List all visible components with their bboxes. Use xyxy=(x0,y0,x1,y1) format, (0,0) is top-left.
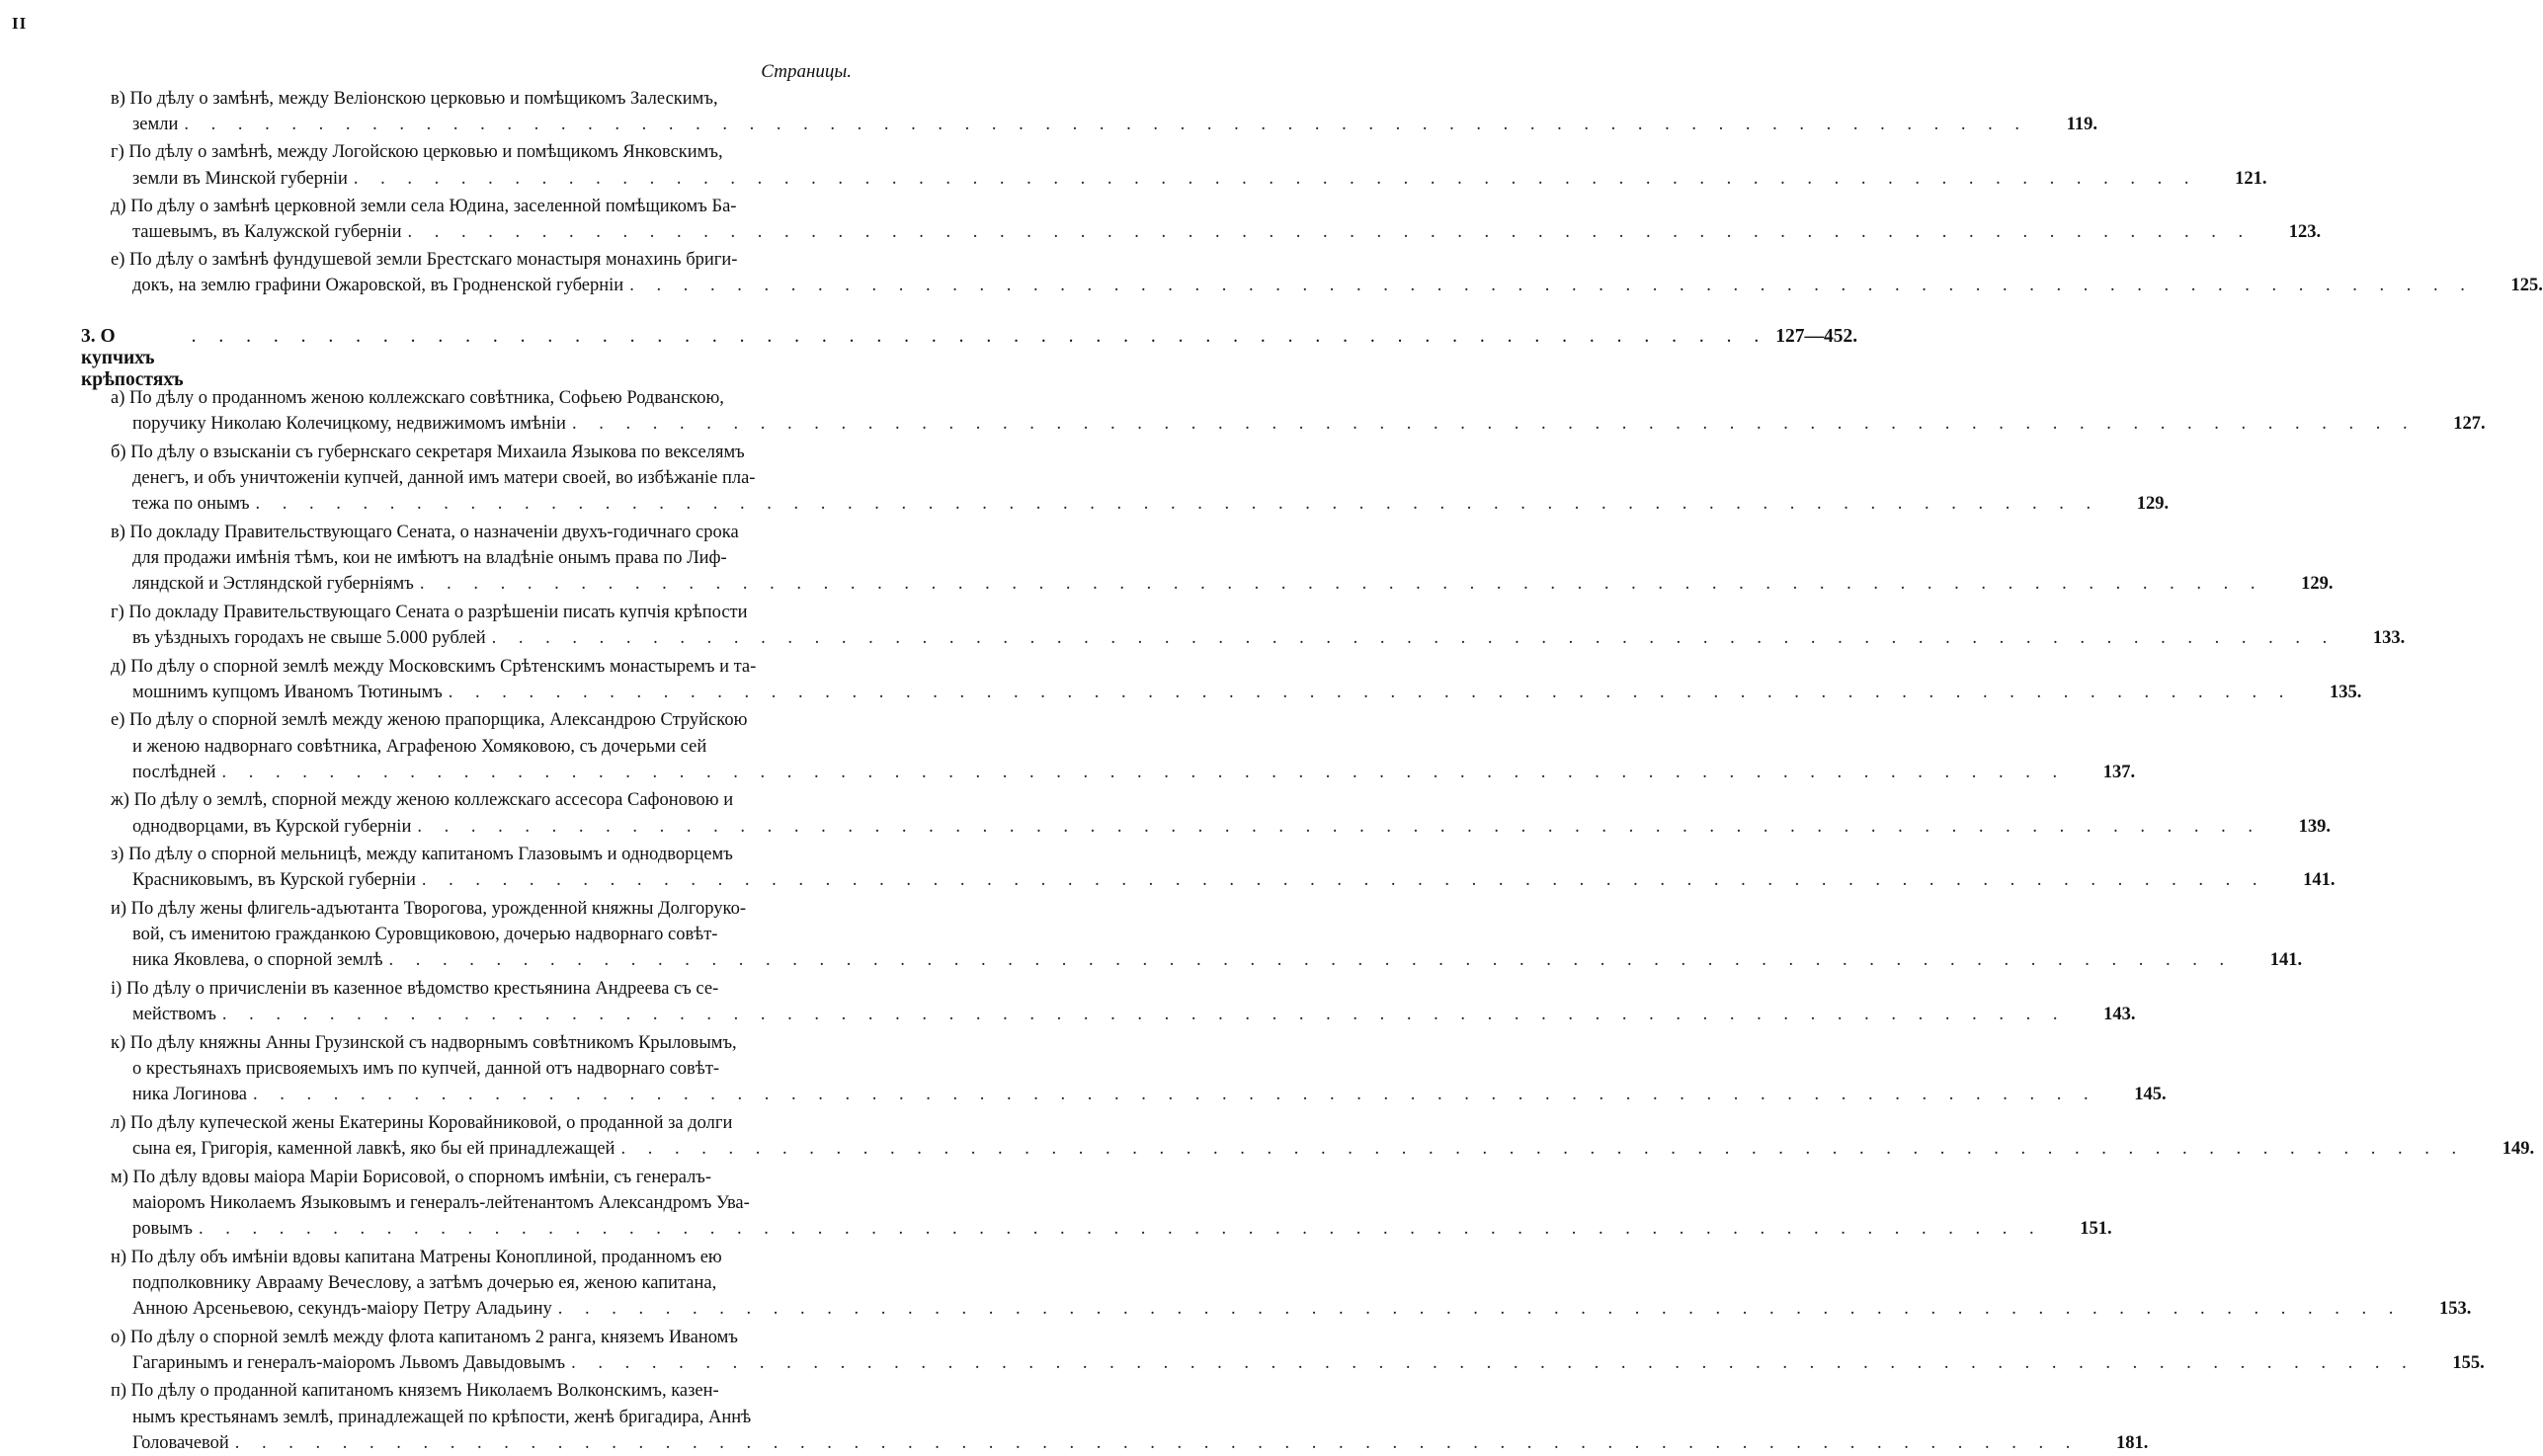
entry-text-line: для продажи имѣнія тѣмъ, кои не имѣютъ на владѣніе онымъ права по Лиф- xyxy=(132,547,727,568)
entry-page-number: 153. xyxy=(2439,1298,2472,1319)
entry-text-line: въ уѣздныхъ городахъ не свыше 5.000 рублей xyxy=(132,627,486,648)
toc-entry xyxy=(111,842,2336,893)
toc-entry xyxy=(111,787,2331,839)
entry-last-line xyxy=(111,411,2486,437)
toc-entry xyxy=(111,1245,2472,1323)
toc-entry xyxy=(111,1110,2535,1162)
entry-text-line: ляндской и Эстляндской губерніямъ xyxy=(132,574,414,595)
section-pages: 127—452. xyxy=(1775,326,1858,347)
entry-text-line: ровымъ xyxy=(132,1218,193,1239)
leader-dots: . . . . . . . . . . . . . . . . . . . . . . . . . . . . . . . . . . . . . . . . . . . . . . . . . . . . . . . . . . . . . . . . . . . . . xyxy=(557,1298,2403,1319)
entry-page-number: 133. xyxy=(2372,627,2406,648)
toc-entry xyxy=(111,385,2486,437)
leader-dots: . . . . . . . . . . . . . . . . . . . . . . . . . . . . . . . . . . . . . . . . . . . . . . . . . . . . . . . . . . . . . . . . . . . . . xyxy=(221,762,2067,782)
leader-dots: . . . . . . . . . . . . . . . . . . . . . . . . . . . . . . . . . . . . . . . . . . . . . . . . . . . . . . . . . . . . . . . . . . . . . xyxy=(198,1218,2043,1239)
entry-last-line xyxy=(111,1216,2112,1242)
entry-text-line: тежа по онымъ xyxy=(132,494,250,515)
entry-page-number: 143. xyxy=(2103,1005,2136,1025)
entry-text-line: а) По дѣлу о проданномъ женою коллежскаго совѣтника, Софьею Родванскою, xyxy=(111,388,724,408)
entry-page-number: 141. xyxy=(2269,950,2303,971)
entry-page-number: 155. xyxy=(2452,1352,2485,1373)
entry-page-number: 135. xyxy=(2330,682,2362,702)
toc-entry xyxy=(111,194,2322,245)
toc-entry xyxy=(111,86,2097,137)
section-heading xyxy=(81,326,1858,391)
entry-text-line: е) По дѣлу о спорной землѣ между женою прапорщика, Александрою Струйскою xyxy=(111,710,748,731)
toc-entry xyxy=(111,247,2543,298)
page-number: II xyxy=(12,14,28,33)
entry-last-line xyxy=(111,219,2322,245)
entry-last-line xyxy=(111,947,2303,973)
entry-last-line xyxy=(111,1136,2535,1162)
entry-last-line xyxy=(111,1082,2167,1107)
entry-text-line: земли въ Минской губерніи xyxy=(132,168,348,189)
leader-dots: . . . . . . . . . . . . . . . . . . . . . . . . . . . . . . . . . . . . . . . . . . . . . . . . . . . . . . . . . . . . . . . . . . . . . xyxy=(571,1352,2416,1373)
leader-dots: . . . . . . . . . . . . . . . . . . . . . . . . . . . . . . . . . . . . . . . . . . . . . . . . . . . . . . . . . . . . . . . . . . . . . xyxy=(448,682,2293,702)
entry-text-line: г) По дѣлу о замѣнѣ, между Логойскою церковью и помѣщикомъ Янковскимъ, xyxy=(111,142,723,163)
entry-page-number: 145. xyxy=(2134,1085,2167,1105)
entry-text-line: подполковнику Аврааму Вечеслову, а затѣмъ дочерью ея, женою капитана, xyxy=(132,1272,717,1293)
entry-page-number: 125. xyxy=(2510,276,2543,296)
entry-last-line xyxy=(111,166,2267,192)
entry-text-line: земли xyxy=(132,115,179,135)
section-title: 3. О купчихъ крѣпостяхъ xyxy=(81,326,184,390)
entry-text-line: о) По дѣлу о спорной землѣ между флота капитаномъ 2 ранга, княземъ Иваномъ xyxy=(111,1327,738,1347)
entry-text-line: Анною Арсеньевою, секундъ-маіору Петру Аладьину xyxy=(132,1298,552,1319)
entry-text-line: г) По докладу Правительствующаго Сената о разрѣшеніи писать купчія крѣпости xyxy=(111,602,748,622)
pages-column-header: Страницы. xyxy=(761,61,852,82)
entry-text-line: докъ, на землю графини Ожаровской, въ Гродненской губерніи xyxy=(132,276,624,296)
toc-entry xyxy=(111,520,2334,598)
leader-dots: . . . . . . . . . . . . . . . . . . . . . . . . . . . . . . . . . . . . . . . . . . . . . . . . . . . . . . . . . . . . . . . . . . . . . xyxy=(388,950,2234,971)
entry-text-line: маіоромъ Николаемъ Языковымъ и генералъ-лейтенантомъ Александромъ Ува- xyxy=(132,1192,750,1213)
entry-text-line: Головачевой xyxy=(132,1432,229,1453)
entry-text-line: в) По докладу Правительствующаго Сената, о назначеніи двухъ-годичнаго срока xyxy=(111,522,739,542)
leader-dots: . . . . . . . . . . . . . . . . . . . . . . . . . . . . . . . . . . . . . . . . . . . . . . . . . . . . . . . . . . . . . . . . . . . . . xyxy=(184,115,2028,135)
entry-text-line: і) По дѣлу о причисленіи въ казенное вѣдомство крестьянина Андреева съ се- xyxy=(111,979,719,999)
entry-text-line: Гагаринымъ и генералъ-маіоромъ Львомъ Давыдовымъ xyxy=(132,1352,566,1373)
toc-entry xyxy=(111,139,2267,191)
entry-page-number: 137. xyxy=(2102,762,2136,782)
entry-last-line xyxy=(111,273,2543,298)
entry-text-line: Красниковымъ, въ Курской губерніи xyxy=(132,870,416,891)
entry-last-line xyxy=(111,1430,2149,1456)
entry-last-line xyxy=(111,1296,2472,1322)
toc-entry xyxy=(111,976,2136,1027)
entry-last-line xyxy=(111,625,2406,651)
entry-text-line: н) По дѣлу объ имѣніи вдовы капитана Матрены Коноплиной, проданномъ ею xyxy=(111,1247,722,1267)
toc-entry xyxy=(111,1030,2167,1108)
entry-text-line: мошнимъ купцомъ Иваномъ Тютинымъ xyxy=(132,682,443,702)
leader-dots: . . . . . . . . . . . . . . . . . . . . . . . . . . . . . . . . . . . . . . . . . . . . . . . . . . . . . . . . . . xyxy=(191,326,1768,347)
entry-text-line: з) По дѣлу о спорной мельницѣ, между капитаномъ Глазовымъ и однодворцемъ xyxy=(111,845,733,865)
toc-entry xyxy=(111,1165,2112,1243)
entry-page-number: 121. xyxy=(2235,168,2267,189)
entry-last-line xyxy=(111,112,2097,137)
leader-dots: . . . . . . . . . . . . . . . . . . . . . . . . . . . . . . . . . . . . . . . . . . . . . . . . . . . . . . . . . . . . . . . . . . . . . xyxy=(353,168,2198,189)
entry-last-line xyxy=(111,571,2334,597)
entry-last-line xyxy=(111,1002,2136,1027)
leader-dots: . . . . . . . . . . . . . . . . . . . . . . . . . . . . . . . . . . . . . . . . . . . . . . . . . . . . . . . . . . . . . . . . . . . . . xyxy=(253,1085,2097,1105)
entry-text-line: о крестьянахъ присвояемыхъ имъ по купчей, данной отъ надворнаго совѣт- xyxy=(132,1058,720,1079)
entry-text-line: в) По дѣлу о замѣнѣ, между Веліонскою церковью и помѣщикомъ Залескимъ, xyxy=(111,89,718,109)
leader-dots: . . . . . . . . . . . . . . . . . . . . . . . . . . . . . . . . . . . . . . . . . . . . . . . . . . . . . . . . . . . . . . . . . . . . . xyxy=(491,627,2337,648)
entry-last-line xyxy=(111,680,2362,705)
entry-page-number: 151. xyxy=(2080,1218,2112,1239)
entry-page-number: 149. xyxy=(2502,1138,2535,1159)
toc-entry xyxy=(111,1378,2149,1456)
entry-text-line: ника Логинова xyxy=(132,1085,248,1105)
leader-dots: . . . . . . . . . . . . . . . . . . . . . . . . . . . . . . . . . . . . . . . . . . . . . . . . . . . . . . . . . . . . . . . . . . . . . xyxy=(417,816,2261,837)
entry-text-line: д) По дѣлу о замѣнѣ церковной земли села Юдина, заселенной помѣщикомъ Ба- xyxy=(111,196,737,216)
entry-page-number: 127. xyxy=(2453,414,2486,435)
leader-dots: . . . . . . . . . . . . . . . . . . . . . . . . . . . . . . . . . . . . . . . . . . . . . . . . . . . . . . . . . . . . . . . . . . . . . xyxy=(234,1432,2080,1453)
leader-dots: . . . . . . . . . . . . . . . . . . . . . . . . . . . . . . . . . . . . . . . . . . . . . . . . . . . . . . . . . . . . . . . . . . . . . xyxy=(419,574,2264,595)
leader-dots: . . . . . . . . . . . . . . . . . . . . . . . . . . . . . . . . . . . . . . . . . . . . . . . . . . . . . . . . . . . . . . . . . . . . . xyxy=(620,1138,2466,1159)
entry-last-line xyxy=(111,814,2331,840)
entry-text-line: и) По дѣлу жены флигель-адъютанта Творогова, урожденной княжны Долгоруко- xyxy=(111,899,746,919)
entry-page-number: 129. xyxy=(2136,494,2170,515)
toc-entry xyxy=(111,654,2362,705)
entry-text-line: однодворцами, въ Курской губерніи xyxy=(132,816,412,837)
entry-text-line: д) По дѣлу о спорной землѣ между Московскимъ Срѣтенскимъ монастыремъ и та- xyxy=(111,656,757,677)
entry-last-line xyxy=(111,491,2170,517)
entry-text-line: нымъ крестьянамъ землѣ, принадлежащей по крѣпости, женѣ бригадира, Аннѣ xyxy=(132,1407,752,1427)
entry-text-line: м) По дѣлу вдовы маіора Маріи Борисовой, о спорномъ имѣніи, съ генералъ- xyxy=(111,1167,712,1187)
entry-last-line xyxy=(111,760,2136,785)
entry-text-line: ж) По дѣлу о землѣ, спорной между женою коллежскаго ассесора Сафоновою и xyxy=(111,790,734,811)
toc-entry xyxy=(111,707,2136,785)
leader-dots: . . . . . . . . . . . . . . . . . . . . . . . . . . . . . . . . . . . . . . . . . . . . . . . . . . . . . . . . . . . . . . . . . . . . . xyxy=(571,414,2417,435)
toc-entry xyxy=(111,600,2406,651)
entry-text-line: ташевымъ, въ Калужской губерніи xyxy=(132,221,402,242)
leader-dots: . . . . . . . . . . . . . . . . . . . . . . . . . . . . . . . . . . . . . . . . . . . . . . . . . . . . . . . . . . . . . . . . . . . . . xyxy=(421,870,2266,891)
leader-dots: . . . . . . . . . . . . . . . . . . . . . . . . . . . . . . . . . . . . . . . . . . . . . . . . . . . . . . . . . . . . . . . . . . . . . xyxy=(221,1005,2067,1025)
entry-text-line: л) По дѣлу купеческой жены Екатерины Коровайниковой, о проданной за долги xyxy=(111,1112,733,1133)
entry-text-line: и женою надворнаго совѣтника, Аграфеною Хомяковою, съ дочерьми сей xyxy=(132,736,707,757)
entry-text-line: сына ея, Григорія, каменной лавкѣ, яко бы ей принадлежащей xyxy=(132,1138,615,1159)
entry-last-line xyxy=(111,1350,2485,1376)
entry-text-line: вой, съ именитою гражданкою Суровщиковою, дочерью надворнаго совѣт- xyxy=(132,925,718,945)
entry-text-line: п) По дѣлу о проданной капитаномъ княземъ Николаемъ Волконскимъ, казен- xyxy=(111,1381,719,1402)
leader-dots: . . . . . . . . . . . . . . . . . . . . . . . . . . . . . . . . . . . . . . . . . . . . . . . . . . . . . . . . . . . . . . . . . . . . . xyxy=(255,494,2100,515)
entry-page-number: 119. xyxy=(2066,115,2097,135)
entry-text-line: послѣдней xyxy=(132,762,216,782)
entry-text-line: б) По дѣлу о взысканіи съ губернскаго секретаря Михаила Языкова по векселямъ xyxy=(111,442,745,462)
leader-dots: . . . . . . . . . . . . . . . . . . . . . . . . . . . . . . . . . . . . . . . . . . . . . . . . . . . . . . . . . . . . . . . . . . . . . xyxy=(629,276,2474,296)
entry-text-line: к) По дѣлу княжны Анны Грузинской съ надворнымъ совѣтникомъ Крыловымъ, xyxy=(111,1032,737,1053)
entry-page-number: 181. xyxy=(2116,1432,2149,1453)
entry-page-number: 123. xyxy=(2288,221,2322,242)
toc-entry xyxy=(111,896,2303,974)
entry-page-number: 129. xyxy=(2301,574,2334,595)
leader-dots: . . . . . . . . . . . . . . . . . . . . . . . . . . . . . . . . . . . . . . . . . . . . . . . . . . . . . . . . . . . . . . . . . . . . . xyxy=(407,221,2253,242)
entry-last-line xyxy=(111,867,2336,893)
entry-page-number: 141. xyxy=(2303,870,2336,891)
entry-text-line: денегъ, и объ уничтоженіи купчей, данной имъ матери своей, во избѣжаніе пла- xyxy=(132,467,756,488)
entry-text-line: мействомъ xyxy=(132,1005,216,1025)
entry-text-line: е) По дѣлу о замѣнѣ фундушевой земли Брестскаго монастыря монахинь бриги- xyxy=(111,250,738,271)
entry-page-number: 139. xyxy=(2298,816,2331,837)
toc-entry xyxy=(111,440,2170,518)
entry-text-line: поручику Николаю Колечицкому, недвижимомъ имѣніи xyxy=(132,414,566,435)
entry-text-line: ника Яковлева, о спорной землѣ xyxy=(132,950,383,971)
toc-entry xyxy=(111,1325,2485,1376)
